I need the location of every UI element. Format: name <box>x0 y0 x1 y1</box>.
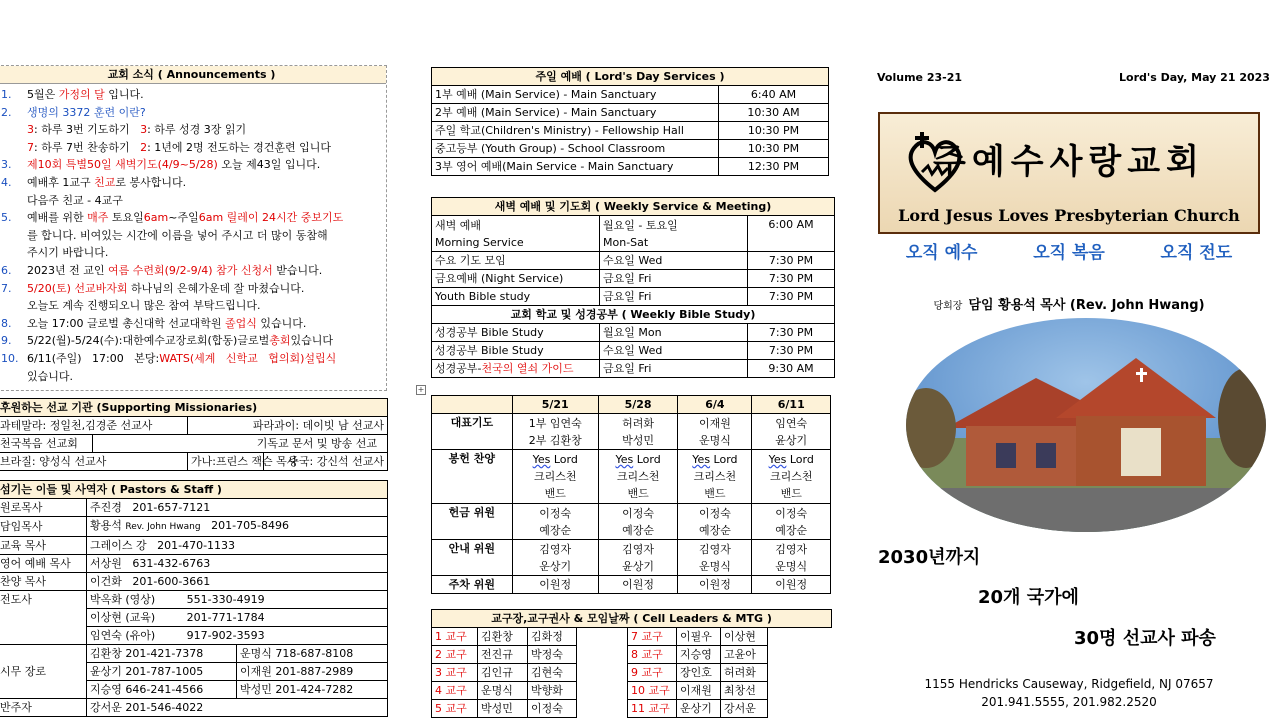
table-row <box>432 414 831 450</box>
table-row <box>0 517 388 537</box>
roster-cell: 이원정 <box>678 576 752 594</box>
announcements-list <box>0 84 386 385</box>
staff-role: 전도사 <box>0 591 87 645</box>
cell-number: 5 교구 <box>432 700 478 718</box>
table-row <box>432 700 832 718</box>
cell-gap <box>768 682 832 700</box>
cell-gap <box>577 682 628 700</box>
roster-cell: Yes Lord 크리스천 밴드 <box>752 450 831 504</box>
staff-contact: 박옥화 (영상) 551-330-4919 <box>87 591 388 609</box>
roster-cell: 김영자 운명식 <box>752 540 831 576</box>
staff-contact: 강서운 201-546-4022 <box>87 699 388 717</box>
church-name-korean: 주예수사랑교회 <box>933 142 1205 182</box>
cell-leader: 최창선 <box>721 682 768 700</box>
service-name: 중고등부 (Youth Group) - School Classroom <box>432 140 719 158</box>
pastor-name: 담임 황용석 목사 (Rev. John Hwang) <box>968 298 1205 313</box>
service-name: 성경공부 Bible Study <box>432 342 600 360</box>
table-row <box>0 499 388 517</box>
table-row <box>432 216 835 252</box>
service-time: 10:30 PM <box>719 122 829 140</box>
announcement-item: 5. 예배를 위한 매주 토요일6am~주일6am 릴레이 24시간 중보기도 를 합니다. 비여있는 시간에 이름을 넣어 주시고 더 많이 동참해 주시기 바랍니다. <box>1 211 344 260</box>
cell-gap <box>768 700 832 718</box>
cell-gap <box>768 646 832 664</box>
bible-study-title: 교회 학교 및 성경공부 ( Weekly Bible Study) <box>432 306 835 324</box>
duty-roster-table <box>431 395 831 594</box>
service-day: 금요일 Fri <box>600 288 748 306</box>
table-row <box>432 628 832 646</box>
sunday-services-table <box>431 67 829 176</box>
roster-cell: Yes Lord 크리스천 밴드 <box>598 450 678 504</box>
roster-cell: 이정숙 예장순 <box>752 504 831 540</box>
address-line: 1155 Hendricks Causeway, Ridgefield, NJ 07657 <box>924 677 1214 691</box>
phone-line: 201.941.5555, 201.982.2520 <box>981 695 1157 709</box>
table-row <box>432 104 829 122</box>
cell-leader: 허려화 <box>721 664 768 682</box>
weekly-title: 새벽 예배 및 기도회 ( Weekly Service & Meeting) <box>432 198 835 216</box>
missionary-cell: 가나:프린스 잭슨 목사 <box>188 453 264 471</box>
announcements-title: 교회 소식 ( Announcements ) <box>0 66 386 84</box>
service-name: 금요예배 (Night Service) <box>432 270 600 288</box>
cell-leader: 운명식 <box>478 682 528 700</box>
staff-contact: 운명식 718-687-8108 <box>237 645 388 663</box>
table-row <box>432 504 831 540</box>
cell-gap <box>577 664 628 682</box>
table-row <box>432 682 832 700</box>
service-day: 금요일 Fri <box>600 360 748 378</box>
roster-cell: Yes Lord 크리스천 밴드 <box>678 450 752 504</box>
staff-role: 시무 장로 <box>0 645 87 699</box>
staff-role: 교육 목사 <box>0 537 87 555</box>
church-address <box>878 675 1260 711</box>
service-day: 수요일 Wed <box>600 252 748 270</box>
table-row <box>432 324 835 342</box>
service-day: 금요일 Fri <box>600 270 748 288</box>
missionary-cell: 파라과이: 데이빗 남 선교사 <box>188 417 388 435</box>
staff-contact: 이상현 (교육) 201-771-1784 <box>87 609 388 627</box>
staff-contact: 이건화 201-600-3661 <box>87 573 388 591</box>
roster-cell: 이원정 <box>598 576 678 594</box>
cell-leader: 김화정 <box>528 628 577 646</box>
cell-leader: 이필우 <box>677 628 721 646</box>
weekly-services-table <box>431 197 835 378</box>
cell-number: 8 교구 <box>628 646 677 664</box>
roster-cell: 1부 임연숙 2부 김환창 <box>512 414 598 450</box>
cell-gap <box>577 628 628 646</box>
announcement-item: 4. 예배후 1교구 친교로 봉사합니다. 다음주 친교 - 4교구 <box>1 175 187 207</box>
roster-cell: 이정숙 예장순 <box>598 504 678 540</box>
cell-leader: 이상현 <box>721 628 768 646</box>
pastor-line <box>878 294 1260 313</box>
cell-leader: 강서운 <box>721 700 768 718</box>
staff-role: 찬양 목사 <box>0 573 87 591</box>
table-row <box>432 270 835 288</box>
service-name: Youth Bible study <box>432 288 600 306</box>
table-row <box>432 646 832 664</box>
service-day: 월요일 Mon <box>600 324 748 342</box>
announcement-item: 9. 5/22(월)-5/24(수):대한예수교장로회(합동)글로벌총회있습니다 <box>1 334 333 348</box>
staff-title: 섬기는 이들 및 사역자 ( Pastors & Staff ) <box>0 481 388 499</box>
staff-contact: 임연숙 (유아) 917-902-3593 <box>87 627 388 645</box>
staff-role: 담임목사 <box>0 517 87 537</box>
roster-corner <box>432 396 513 414</box>
service-date: Lord's Day, May 21 2023 <box>1119 71 1270 84</box>
cell-leader: 장인호 <box>677 664 721 682</box>
staff-role: 영어 예배 목사 <box>0 555 87 573</box>
staff-contact: 이재원 201-887-2989 <box>237 663 388 681</box>
service-name: 성경공부 Bible Study <box>432 324 600 342</box>
table-row <box>432 158 829 176</box>
table-row <box>432 396 831 414</box>
service-time: 9:30 AM <box>748 360 835 378</box>
roster-date: 6/4 <box>678 396 752 414</box>
service-time: 7:30 PM <box>748 324 835 342</box>
staff-contact: 서상원 631-432-6763 <box>87 555 388 573</box>
roster-cell: Yes Lord 크리스천 밴드 <box>512 450 598 504</box>
service-time: 10:30 AM <box>719 104 829 122</box>
missionary-cell: 천국복음 선교회 <box>0 435 93 453</box>
cell-leader: 고윤아 <box>721 646 768 664</box>
cell-leader: 김현숙 <box>528 664 577 682</box>
staff-contact: 박성민 201-424-7282 <box>237 681 388 699</box>
service-time: 7:30 PM <box>748 288 835 306</box>
table-row <box>0 645 388 663</box>
announcements-box <box>0 65 387 391</box>
staff-role: 원로목사 <box>0 499 87 517</box>
cell-gap <box>577 646 628 664</box>
staff-role: 반주자 <box>0 699 87 717</box>
table-row <box>432 342 835 360</box>
staff-table <box>0 480 388 717</box>
service-day: 월요일 - 토요일 Mon-Sat <box>600 216 748 252</box>
goal-line-2: 20개 국가에 <box>978 587 1079 608</box>
roster-date: 6/11 <box>752 396 831 414</box>
table-row <box>432 576 831 594</box>
service-name: 수요 기도 모임 <box>432 252 600 270</box>
announcement-item: 1. 5월은 가정의 달 입니다. <box>1 88 144 101</box>
service-name: 1부 예배 (Main Service) - Main Sanctuary <box>432 86 719 104</box>
roster-label: 대표기도 <box>432 414 513 450</box>
cell-gap <box>768 628 832 646</box>
cell-number: 1 교구 <box>432 628 478 646</box>
cell-leader: 김환창 <box>478 628 528 646</box>
table-row <box>432 288 835 306</box>
table-row <box>432 540 831 576</box>
volume-label: Volume 23-21 <box>877 71 963 84</box>
church-name-english: Lord Jesus Loves Presbyterian Church <box>898 206 1240 225</box>
service-name: 2부 예배 (Main Service) - Main Sanctuary <box>432 104 719 122</box>
sunday-title: 주일 예배 ( Lord's Day Services ) <box>432 68 829 86</box>
cell-number: 7 교구 <box>628 628 677 646</box>
goal-line-3: 30명 선교사 파송 <box>1074 628 1216 649</box>
staff-contact: 황용석 Rev. John Hwang 201-705-8496 <box>87 517 388 537</box>
service-time: 12:30 PM <box>719 158 829 176</box>
roster-cell: 이정숙 예장순 <box>512 504 598 540</box>
roster-cell: 허려화 박성민 <box>598 414 678 450</box>
roster-label: 헌금 위원 <box>432 504 513 540</box>
roster-label: 안내 위원 <box>432 540 513 576</box>
table-row <box>432 198 835 216</box>
table-row <box>432 68 829 86</box>
staff-contact: 주진경 201-657-7121 <box>87 499 388 517</box>
roster-cell: 임연숙 윤상기 <box>752 414 831 450</box>
motto-item: 오직 전도 <box>1160 243 1233 263</box>
service-time: 7:30 PM <box>748 342 835 360</box>
table-row <box>432 360 835 378</box>
table-row <box>432 122 829 140</box>
cell-number: 3 교구 <box>432 664 478 682</box>
goal-line-1: 2030년까지 <box>878 547 981 568</box>
roster-date: 5/28 <box>598 396 678 414</box>
cell-leader: 박향화 <box>528 682 577 700</box>
table-row <box>0 481 388 499</box>
table-row <box>0 573 388 591</box>
roster-cell: 이재원 운명식 <box>678 414 752 450</box>
table-row <box>0 699 388 717</box>
table-row <box>432 86 829 104</box>
service-name: 주일 학교(Children's Ministry) - Fellowship Hall <box>432 122 719 140</box>
roster-label: 주차 위원 <box>432 576 513 594</box>
table-move-handle-icon[interactable]: + <box>417 385 425 394</box>
roster-cell: 김영자 운상기 <box>512 540 598 576</box>
roster-cell: 이정숙 예장순 <box>678 504 752 540</box>
announcement-item: 2. 생명의 3372 훈련 이란? 3: 하루 3번 기도하기 3: 하루 성경 3장 읽기 7: 하루 7번 찬송하기 2: 1년에 2명 전도하는 경건훈련 입니다 <box>1 105 332 154</box>
staff-contact: 그레이스 강 201-470-1133 <box>87 537 388 555</box>
service-time: 7:30 PM <box>748 270 835 288</box>
service-name: 3부 영어 예배(Main Service - Main Sanctuary <box>432 158 719 176</box>
roster-cell: 이원정 <box>752 576 831 594</box>
roster-label: 봉헌 찬양 <box>432 450 513 504</box>
service-time: 10:30 PM <box>719 140 829 158</box>
service-name: 성경공부-천국의 열쇠 가이드 <box>432 360 600 378</box>
pastor-role: 당회장 <box>933 301 963 312</box>
cell-leader: 지승영 <box>677 646 721 664</box>
service-day: 수요일 Wed <box>600 342 748 360</box>
church-building-photo <box>906 318 1266 532</box>
staff-contact: 윤상기 201-787-1005 <box>87 663 237 681</box>
announcement-item: 10. 6/11(주일) 17:00 본당:WATS(세계 신학교 협의회)설립식 있습니다. <box>1 351 337 383</box>
announcement-item: 3. 제10회 특별50일 새벽기도(4/9~5/28) 오늘 제43일 입니다. <box>1 158 321 172</box>
missionary-cell: 브라질: 양성식 선교사 <box>0 453 188 471</box>
table-row <box>432 664 832 682</box>
service-name: 새벽 예배 Morning Service <box>432 216 600 252</box>
church-motto <box>878 238 1260 263</box>
missionaries-title: 후원하는 선교 기관 (Supporting Missionaries) <box>0 399 388 417</box>
cell-leaders-table <box>431 609 832 718</box>
missionary-cell: 과테말라: 정일천,김경준 선교사 <box>0 417 188 435</box>
staff-contact: 지승영 646-241-4566 <box>87 681 237 699</box>
table-row <box>432 450 831 504</box>
cell-leader: 운상기 <box>677 700 721 718</box>
cell-leader: 김인규 <box>478 664 528 682</box>
table-row <box>432 610 832 628</box>
missionary-cell: 중국: 강신석 선교사 <box>264 453 388 471</box>
cell-number: 4 교구 <box>432 682 478 700</box>
motto-item: 오직 복음 <box>1033 243 1105 263</box>
cell-leader: 박성민 <box>478 700 528 718</box>
service-time: 6:00 AM <box>748 216 835 252</box>
announcement-item: 7. 5/20(토) 선교바자회 하나님의 은혜가운데 잘 마쳤습니다. 오늘도 계속 진행되오니 많은 참여 부탁드립니다. <box>1 281 305 313</box>
cell-title: 교구장,교구권사 & 모임날짜 ( Cell Leaders & MTG ) <box>432 610 832 628</box>
cell-number: 11 교구 <box>628 700 677 718</box>
cell-gap <box>768 664 832 682</box>
cell-leader: 박정숙 <box>528 646 577 664</box>
table-row <box>0 537 388 555</box>
table-row <box>0 591 388 609</box>
church-logo <box>878 112 1260 234</box>
roster-cell: 김영자 윤상기 <box>598 540 678 576</box>
table-row <box>432 140 829 158</box>
service-time: 6:40 AM <box>719 86 829 104</box>
table-row <box>0 555 388 573</box>
missionary-cell: 기독교 문서 및 방송 선교 <box>93 435 388 453</box>
motto-item: 오직 예수 <box>905 243 978 263</box>
cell-leader: 전진규 <box>478 646 528 664</box>
announcement-item: 8. 오늘 17:00 글로벌 총신대학 선교대학원 졸업식 있습니다. <box>1 316 307 330</box>
service-time: 7:30 PM <box>748 252 835 270</box>
roster-cell: 김영자 운명식 <box>678 540 752 576</box>
cell-number: 10 교구 <box>628 682 677 700</box>
table-row <box>432 252 835 270</box>
cell-number: 2 교구 <box>432 646 478 664</box>
staff-contact: 김환창 201-421-7378 <box>87 645 237 663</box>
roster-cell: 이원정 <box>512 576 598 594</box>
announcement-item: 6. 2023년 전 교인 여름 수련회(9/2-9/4) 참가 신청서 받습니다. <box>1 263 323 277</box>
cell-leader: 이재원 <box>677 682 721 700</box>
missionaries-table <box>0 398 388 471</box>
cell-leader: 이정숙 <box>528 700 577 718</box>
roster-date: 5/21 <box>512 396 598 414</box>
table-row <box>432 306 835 324</box>
cell-gap <box>577 700 628 718</box>
cell-number: 9 교구 <box>628 664 677 682</box>
